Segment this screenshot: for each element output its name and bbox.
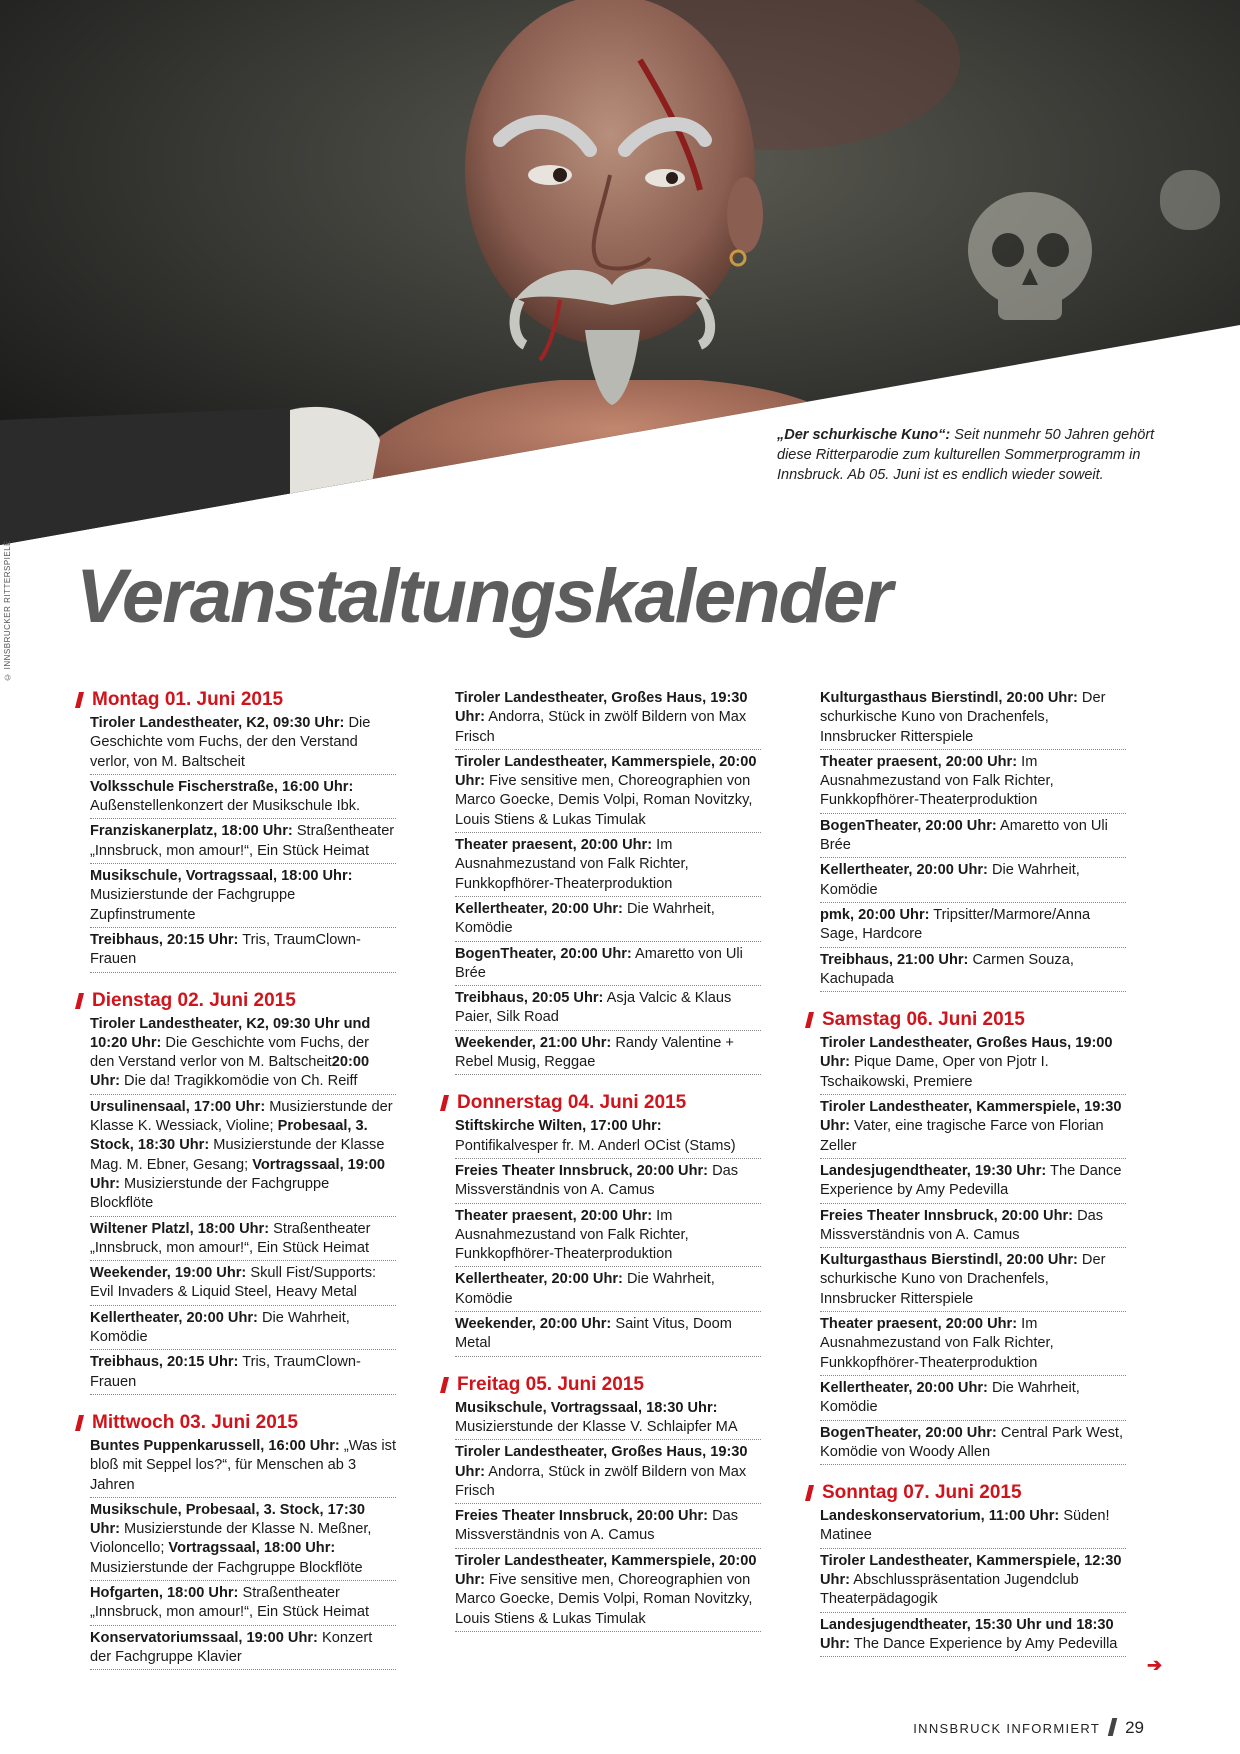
event-description: Amaretto von Uli Brée	[820, 817, 1108, 854]
event-entry	[90, 1352, 396, 1395]
event-description: Der schurkische Kuno von Drachenfels, Innsbrucker Ritterspiele	[820, 690, 1106, 745]
event-entry	[455, 835, 761, 897]
event-description: Das Missverständnis von A. Camus	[820, 1207, 1104, 1243]
event-description: Im Ausnahmezustand von Falk Richter, Funkkopfhörer-Theaterproduktion	[820, 1316, 1054, 1371]
event-venue-time: Konservatoriumssaal, 19:00 Uhr:	[90, 1629, 318, 1646]
event-entry	[820, 1097, 1126, 1159]
event-entry	[455, 899, 761, 942]
event-entry	[820, 1033, 1126, 1095]
day-section	[76, 1411, 396, 1670]
event-venue-time: BogenTheater, 20:00 Uhr:	[820, 817, 997, 834]
event-description: Musizierstunde der Fachgruppe Zupfinstrumente	[90, 887, 296, 923]
event-entry	[455, 1033, 761, 1076]
event-venue-time: Treibhaus, 21:00 Uhr:	[820, 951, 969, 968]
event-entry	[455, 988, 761, 1031]
event-venue-time: Buntes Puppenkarussell, 16:00 Uhr:	[90, 1437, 340, 1454]
event-venue-time: Theater praesent, 20:00 Uhr:	[820, 753, 1018, 770]
event-venue-time: Kellertheater, 20:00 Uhr:	[820, 862, 988, 879]
event-entry	[820, 752, 1126, 814]
event-entry	[820, 1161, 1126, 1204]
event-entry	[90, 1583, 396, 1626]
event-description: Randy Valentine + Rebel Musig, Reggae	[455, 1034, 734, 1071]
event-description: Das Missverständnis von A. Camus	[455, 1508, 739, 1544]
event-entry	[820, 1314, 1126, 1376]
event-entry	[455, 1161, 761, 1204]
event-venue-time: Musikschule, Vortragssaal, 18:00 Uhr:	[90, 868, 353, 885]
page-title: Veranstaltungskalender	[76, 554, 891, 639]
event-entry	[820, 1551, 1126, 1613]
event-description: Im Ausnahmezustand von Falk Richter, Funkkopfhörer-Theaterproduktion	[455, 1207, 689, 1263]
event-description: Tris, TraumClown-Frauen	[90, 931, 361, 968]
event-entry	[455, 1206, 761, 1268]
caption-text: Seit nunmehr 50 Jahren gehört diese Ritterparodie zum kulturellen Sommerprogramm in Innsbruck. Ab 05. Juni ist es endlich wieder soweit.	[777, 427, 1155, 483]
day-heading: Samstag 06. Juni 2015	[806, 1008, 1126, 1032]
calendar-column-1	[76, 688, 396, 1686]
day-heading: Donnerstag 04. Juni 2015	[441, 1091, 761, 1115]
event-venue-time: 20:00 Uhr:	[90, 1054, 370, 1090]
event-venue-time: Vortragssaal, 18:00 Uhr:	[164, 1540, 336, 1557]
event-entry	[455, 944, 761, 987]
event-description: Saint Vitus, Doom Metal	[455, 1316, 732, 1352]
event-venue-time: Tiroler Landestheater, Kammerspiele, 20:00 Uhr:	[455, 1552, 757, 1588]
calendar-column-2	[441, 688, 761, 1648]
event-entry	[820, 1506, 1126, 1549]
day-section	[806, 1481, 1126, 1657]
event-entry	[820, 688, 1126, 750]
event-venue-time: Tiroler Landestheater, Kammerspiele, 19:30 Uhr:	[820, 1099, 1122, 1135]
calendar-column-3	[806, 688, 1126, 1673]
event-entry	[455, 1269, 761, 1312]
day-heading: Dienstag 02. Juni 2015	[76, 989, 396, 1013]
event-description: Musizierstunde der Fachgruppe Blockflöte	[90, 1175, 330, 1212]
day-heading: Mittwoch 03. Juni 2015	[76, 1411, 396, 1435]
event-entry	[820, 1378, 1126, 1421]
event-entry	[90, 1308, 396, 1351]
event-description: Musizierstunde der Klasse V. Schlaipfer MA	[455, 1418, 738, 1435]
day-section	[806, 688, 1126, 992]
event-venue-time: Wiltener Platzl, 18:00 Uhr:	[90, 1220, 270, 1237]
event-venue-time: Musikschule, Vortragssaal, 18:30 Uhr:	[455, 1399, 718, 1416]
event-venue-time: Tiroler Landestheater, Großes Haus, 19:30 Uhr:	[455, 690, 748, 726]
event-description: Das Missverständnis von A. Camus	[455, 1162, 739, 1199]
event-description: Straßentheater „Innsbruck, mon amour!“, Ein Stück Heimat	[90, 1584, 369, 1621]
event-description: Straßentheater „Innsbruck, mon amour!“, Ein Stück Heimat	[90, 1220, 371, 1256]
event-description: Central Park West, Komödie von Woody Allen	[820, 1424, 1124, 1460]
event-entry	[90, 1436, 396, 1498]
event-venue-time: Kellertheater, 20:00 Uhr:	[820, 1379, 988, 1396]
event-description: Die Wahrheit, Komödie	[90, 1309, 350, 1346]
event-description: Musizierstunde der Fachgruppe Blockflöte	[90, 1559, 363, 1576]
event-description: Tripsitter/Marmore/Anna Sage, Hardcore	[820, 906, 1091, 943]
event-description: Die Geschichte vom Fuchs, der den Verstand verlor, von M. Baltscheit	[90, 715, 371, 770]
event-venue-time: Freies Theater Innsbruck, 20:00 Uhr:	[455, 1162, 709, 1179]
event-venue-time: Treibhaus, 20:15 Uhr:	[90, 931, 239, 948]
event-entry	[455, 1116, 761, 1159]
event-entry	[820, 1250, 1126, 1312]
photo-caption	[777, 425, 1157, 485]
photo-credit: © INNSBRUCKER RITTERSPIELE	[3, 540, 12, 682]
event-entry	[455, 1442, 761, 1504]
event-venue-time: Tiroler Landestheater, K2, 09:30 Uhr und 10:20 Uhr:	[90, 1015, 371, 1051]
event-description: Im Ausnahmezustand von Falk Richter, Funkkopfhörer-Theaterproduktion	[455, 837, 689, 892]
event-entry	[90, 1097, 396, 1217]
event-venue-time: Weekender, 21:00 Uhr:	[455, 1034, 612, 1051]
event-entry	[90, 1014, 396, 1095]
event-entry	[90, 1219, 396, 1262]
event-venue-time: Landeskonservatorium, 11:00 Uhr:	[820, 1508, 1060, 1525]
event-description: Abschlusspräsentation Jugendclub Theaterpädagogik	[820, 1571, 1079, 1608]
event-description: Carmen Souza, Kachupada	[820, 951, 1074, 987]
event-venue-time: Kulturgasthaus Bierstindl, 20:00 Uhr:	[820, 690, 1078, 706]
event-entry	[820, 860, 1126, 903]
event-description: Pique Dame, Oper von Pjotr I. Tschaikowski, Premiere	[820, 1054, 1049, 1090]
event-entry	[455, 1551, 761, 1632]
event-description: Vater, eine tragische Farce von Florian Zeller	[820, 1118, 1104, 1154]
event-venue-time: Kulturgasthaus Bierstindl, 20:00 Uhr:	[820, 1252, 1078, 1269]
event-entry	[820, 1615, 1126, 1658]
event-venue-time: Landesjugendtheater, 15:30 Uhr und 18:30 Uhr:	[820, 1616, 1114, 1652]
event-entry	[455, 1398, 761, 1441]
event-entry	[90, 930, 396, 973]
event-entry	[90, 866, 396, 928]
event-entry	[90, 1628, 396, 1671]
event-description: Amaretto von Uli Brée	[455, 945, 743, 981]
event-description: Musizierstunde der Klasse Mag. M. Ebner, Gesang;	[90, 1137, 385, 1173]
event-venue-time: Musikschule, Probesaal, 3. Stock, 17:30 Uhr:	[90, 1501, 365, 1538]
day-section	[76, 688, 396, 973]
event-venue-time: Tiroler Landestheater, Großes Haus, 19:00 Uhr:	[820, 1035, 1113, 1071]
event-description: Five sensitive men, Choreographien von Marco Goecke, Demis Volpi, Roman Novitzky, Louis Stiens & Lukas Timulak	[455, 773, 753, 828]
event-venue-time: Tiroler Landestheater, Großes Haus, 19:30 Uhr:	[455, 1444, 748, 1480]
event-venue-time: Ursulinensaal, 17:00 Uhr:	[90, 1098, 266, 1115]
event-venue-time: BogenTheater, 20:00 Uhr:	[820, 1424, 997, 1441]
event-venue-time: Kellertheater, 20:00 Uhr:	[455, 900, 623, 917]
event-description: Die Wahrheit, Komödie	[455, 900, 715, 937]
event-venue-time: Franziskanerplatz, 18:00 Uhr:	[90, 823, 293, 840]
page-number: 29	[1125, 1718, 1144, 1737]
event-venue-time: Probesaal, 3. Stock, 18:30 Uhr:	[90, 1118, 368, 1154]
day-heading: Sonntag 07. Juni 2015	[806, 1481, 1126, 1505]
event-entry	[90, 713, 396, 775]
event-venue-time: Theater praesent, 20:00 Uhr:	[455, 837, 653, 854]
event-description: Straßentheater „Innsbruck, mon amour!“, Ein Stück Heimat	[90, 823, 395, 859]
event-entry	[90, 1263, 396, 1306]
event-description: Der schurkische Kuno von Drachenfels, Innsbrucker Ritterspiele	[820, 1252, 1106, 1307]
event-venue-time: Kellertheater, 20:00 Uhr:	[455, 1271, 623, 1288]
caption-title: „Der schurkische Kuno“:	[777, 427, 951, 443]
publication-name: INNSBRUCK INFORMIERT	[913, 1721, 1101, 1736]
continue-arrow-icon: ➔	[1147, 1655, 1163, 1675]
event-entry	[455, 752, 761, 833]
event-description: Die da! Tragikkomödie von Ch. Reiff	[120, 1073, 358, 1090]
event-description: The Dance Experience by Amy Pedevilla	[820, 1162, 1122, 1199]
event-venue-time: Theater praesent, 20:00 Uhr:	[820, 1316, 1018, 1333]
event-entry	[820, 1423, 1126, 1466]
event-description: Die Wahrheit, Komödie	[455, 1271, 715, 1307]
event-description: Die Wahrheit, Komödie	[820, 862, 1080, 898]
event-venue-time: Freies Theater Innsbruck, 20:00 Uhr:	[820, 1207, 1074, 1224]
event-venue-time: Kellertheater, 20:00 Uhr:	[90, 1309, 258, 1326]
event-venue-time: BogenTheater, 20:00 Uhr:	[455, 945, 632, 962]
day-section	[441, 688, 761, 1075]
event-description: Tris, TraumClown-Frauen	[90, 1354, 361, 1390]
event-description: Andorra, Stück in zwölf Bildern von Max Frisch	[455, 1463, 747, 1499]
day-section	[76, 989, 396, 1395]
event-entry	[90, 1500, 396, 1581]
event-venue-time: Weekender, 19:00 Uhr:	[90, 1265, 247, 1282]
event-description: Außenstellenkonzert der Musikschule Ibk.	[90, 798, 361, 815]
event-venue-time: Theater praesent, 20:00 Uhr:	[455, 1207, 653, 1224]
event-entry	[820, 950, 1126, 993]
event-venue-time: Tiroler Landestheater, K2, 09:30 Uhr:	[90, 715, 345, 731]
event-entry	[820, 816, 1126, 859]
event-venue-time: Stiftskirche Wilten, 17:00 Uhr:	[455, 1118, 662, 1135]
event-venue-time: Treibhaus, 20:15 Uhr:	[90, 1354, 239, 1371]
event-description: Die Wahrheit, Komödie	[820, 1379, 1080, 1416]
day-section	[441, 1373, 761, 1632]
day-heading: Montag 01. Juni 2015	[76, 688, 396, 712]
event-entry	[455, 688, 761, 750]
event-venue-time: Vortragssaal, 19:00 Uhr:	[90, 1156, 386, 1192]
event-venue-time: Volksschule Fischerstraße, 16:00 Uhr:	[90, 778, 354, 795]
event-description: The Dance Experience by Amy Pedevilla	[850, 1635, 1118, 1652]
event-venue-time: Freies Theater Innsbruck, 20:00 Uhr:	[455, 1508, 709, 1525]
event-venue-time: Tiroler Landestheater, Kammerspiele, 20:00 Uhr:	[455, 753, 757, 790]
event-venue-time: pmk, 20:00 Uhr:	[820, 906, 930, 923]
event-entry	[820, 1206, 1126, 1249]
event-venue-time: Tiroler Landestheater, Kammerspiele, 12:30 Uhr:	[820, 1552, 1122, 1588]
event-description: Süden! Matinee	[820, 1508, 1110, 1544]
event-description: Musizierstunde der Klasse K. Wessiack, Violine;	[90, 1098, 393, 1135]
event-description: Five sensitive men, Choreographien von Marco Goecke, Demis Volpi, Roman Novitzky, Louis Stiens & Lukas Timulak	[455, 1571, 753, 1627]
event-description: Andorra, Stück in zwölf Bildern von Max Frisch	[455, 709, 747, 745]
event-entry	[90, 777, 396, 820]
page-footer	[913, 1718, 1144, 1738]
event-venue-time: Landesjugendtheater, 19:30 Uhr:	[820, 1162, 1047, 1179]
event-venue-time: Treibhaus, 20:05 Uhr:	[455, 990, 604, 1007]
event-entry	[455, 1314, 761, 1357]
event-entry	[90, 821, 396, 864]
event-venue-time: Weekender, 20:00 Uhr:	[455, 1316, 612, 1333]
event-description: Pontifikalvesper fr. M. Anderl OCist (Stams)	[455, 1137, 736, 1154]
event-description: Skull Fist/Supports: Evil Invaders & Liquid Steel, Heavy Metal	[90, 1265, 377, 1301]
day-heading: Freitag 05. Juni 2015	[441, 1373, 761, 1397]
event-description: Konzert der Fachgruppe Klavier	[90, 1629, 373, 1665]
event-description: Die Geschichte vom Fuchs, der den Verstand verlor von M. Baltscheit	[90, 1034, 370, 1071]
event-entry	[820, 905, 1126, 948]
event-description: Asja Valcic & Klaus Paier, Silk Road	[455, 990, 732, 1026]
event-description: Musizierstunde der Klasse N. Meßner, Violoncello;	[90, 1521, 372, 1557]
event-entry	[455, 1506, 761, 1549]
event-description: „Was ist bloß mit Seppel los?“, für Menschen ab 3 Jahren	[90, 1437, 397, 1493]
footer-divider	[1108, 1718, 1117, 1736]
event-description: Im Ausnahmezustand von Falk Richter, Funkkopfhörer-Theaterproduktion	[820, 753, 1054, 809]
event-venue-time: Hofgarten, 18:00 Uhr:	[90, 1584, 239, 1601]
day-section	[806, 1008, 1126, 1465]
day-section	[441, 1091, 761, 1356]
